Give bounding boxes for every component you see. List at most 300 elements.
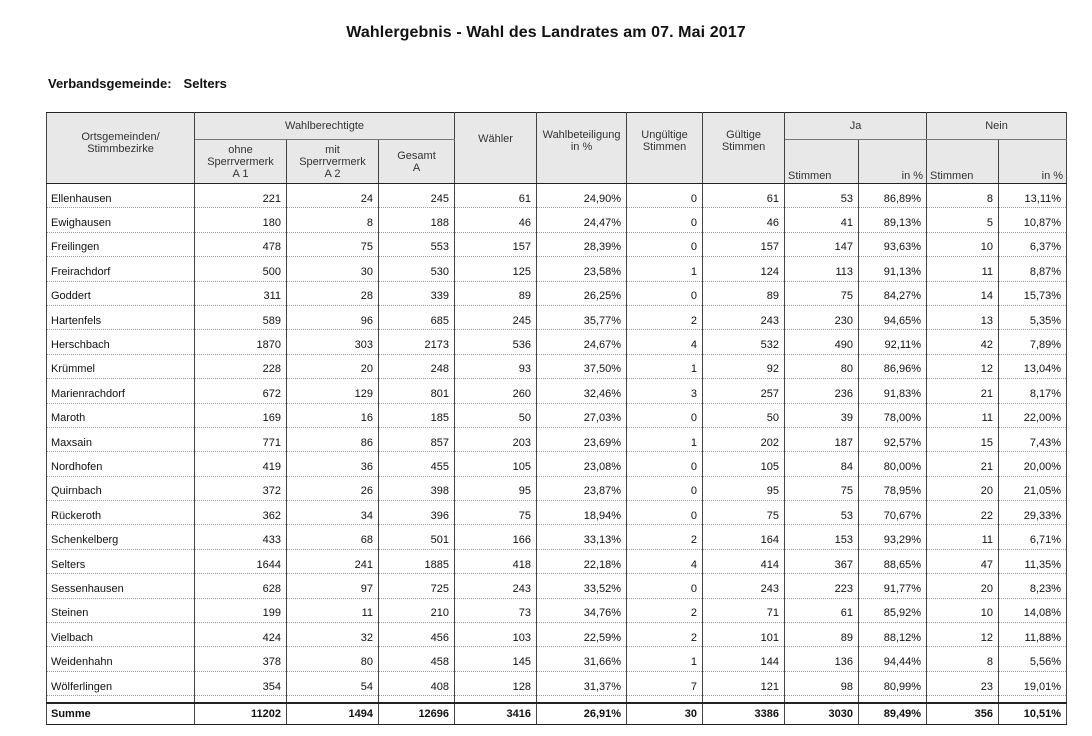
cell-value: 32,46% bbox=[583, 387, 622, 400]
cell-value: Ewighausen bbox=[51, 217, 111, 230]
cell-value: 456 bbox=[430, 631, 450, 644]
cell-value: 210 bbox=[430, 607, 450, 620]
cell-nein-prozent bbox=[999, 501, 1067, 525]
cell-waehler bbox=[455, 330, 537, 354]
cell-ja-stimmen bbox=[785, 354, 859, 378]
cell-value: 16 bbox=[360, 412, 373, 425]
cell-beteiligung bbox=[537, 452, 627, 476]
cell-waehler bbox=[455, 354, 537, 378]
cell-beteiligung bbox=[537, 379, 627, 403]
cell-value: 35,77% bbox=[583, 314, 622, 327]
cell-nein-prozent bbox=[999, 379, 1067, 403]
cell-value: 28 bbox=[360, 290, 373, 303]
cell-value: 121 bbox=[760, 680, 780, 693]
cell-nein-prozent bbox=[999, 232, 1067, 256]
sum-ja-prozent: 89,49% bbox=[859, 703, 927, 725]
cell-value: 101 bbox=[760, 631, 780, 644]
cell-gesamt bbox=[379, 379, 455, 403]
cell-waehler bbox=[455, 598, 537, 622]
cell-value: 94,44% bbox=[883, 656, 922, 669]
cell-waehler bbox=[455, 476, 537, 500]
cell-value: 20 bbox=[980, 485, 994, 498]
cell-value: 32 bbox=[360, 631, 373, 644]
cell-value: 1 bbox=[690, 436, 698, 449]
sum-waehler: 3416 bbox=[455, 703, 537, 725]
cell-gueltige bbox=[703, 427, 785, 451]
cell-value: Steinen bbox=[51, 607, 89, 620]
cell-nein-stimmen bbox=[927, 379, 999, 403]
cell-ohne bbox=[195, 281, 287, 305]
cell-value: 15 bbox=[980, 436, 994, 449]
cell-value: 628 bbox=[262, 582, 281, 595]
cell-value: 89 bbox=[518, 290, 532, 303]
cell-value: 169 bbox=[262, 412, 281, 425]
cell-mit bbox=[287, 379, 379, 403]
cell-gesamt bbox=[379, 476, 455, 500]
cell-value: 1 bbox=[690, 265, 698, 278]
cell-value: 28,39% bbox=[583, 241, 622, 254]
cell-nein-stimmen bbox=[927, 305, 999, 329]
table-row bbox=[47, 305, 1067, 329]
cell-value: 10,87% bbox=[1023, 217, 1062, 230]
cell-waehler bbox=[455, 403, 537, 427]
cell-ohne bbox=[195, 354, 287, 378]
cell-ungueltige bbox=[627, 427, 703, 451]
cell-value: 20,00% bbox=[1023, 460, 1062, 473]
cell-name bbox=[47, 549, 195, 573]
cell-ja-prozent bbox=[859, 379, 927, 403]
cell-ungueltige bbox=[627, 452, 703, 476]
cell-waehler bbox=[455, 452, 537, 476]
cell-value: 24,90% bbox=[583, 192, 622, 205]
cell-value: 145 bbox=[512, 656, 532, 669]
cell-ja-stimmen bbox=[785, 427, 859, 451]
cell-value: 105 bbox=[512, 460, 532, 473]
cell-value: 0 bbox=[690, 582, 698, 595]
cell-gueltige bbox=[703, 354, 785, 378]
cell-value: 418 bbox=[512, 558, 532, 571]
cell-ungueltige bbox=[627, 208, 703, 232]
cell-nein-stimmen bbox=[927, 647, 999, 671]
sum-ohne: 11202 bbox=[195, 703, 287, 725]
cell-value: 685 bbox=[430, 314, 450, 327]
cell-nein-prozent bbox=[999, 184, 1067, 208]
cell-gueltige bbox=[703, 305, 785, 329]
col-header-ortsgemeinden: Ortsgemeinden/ Stimmbezirke bbox=[47, 113, 195, 184]
cell-value: 21 bbox=[980, 387, 994, 400]
cell-nein-stimmen bbox=[927, 184, 999, 208]
cell-value: 75 bbox=[360, 241, 373, 254]
cell-value: 672 bbox=[262, 387, 281, 400]
cell-value: 199 bbox=[262, 607, 281, 620]
cell-nein-prozent bbox=[999, 476, 1067, 500]
cell-value: 187 bbox=[834, 436, 854, 449]
cell-value: 23,87% bbox=[583, 485, 622, 498]
cell-gesamt bbox=[379, 281, 455, 305]
cell-value: 46 bbox=[766, 217, 780, 230]
cell-gesamt bbox=[379, 184, 455, 208]
cell-gueltige bbox=[703, 452, 785, 476]
cell-value: 203 bbox=[512, 436, 532, 449]
page-title: Wahlergebnis - Wahl des Landrates am 07. Mai 2017 bbox=[346, 24, 746, 41]
cell-value: 105 bbox=[760, 460, 780, 473]
col-header-ohne-sperrvermerk: ohne Sperrvermerk A 1 bbox=[195, 140, 287, 184]
cell-value: 339 bbox=[430, 290, 450, 303]
cell-value: 89 bbox=[766, 290, 780, 303]
col-header-ja-prozent: in % bbox=[859, 140, 927, 184]
cell-ja-stimmen bbox=[785, 501, 859, 525]
cell-gesamt bbox=[379, 232, 455, 256]
cell-nein-prozent bbox=[999, 403, 1067, 427]
cell-value: 501 bbox=[430, 534, 450, 547]
cell-value: 8,87% bbox=[1029, 265, 1062, 278]
cell-ungueltige bbox=[627, 403, 703, 427]
cell-waehler bbox=[455, 208, 537, 232]
cell-value: 12 bbox=[980, 631, 994, 644]
cell-beteiligung bbox=[537, 330, 627, 354]
cell-value: 1885 bbox=[424, 558, 450, 571]
cell-value: 54 bbox=[360, 680, 373, 693]
cell-nein-stimmen bbox=[927, 501, 999, 525]
cell-waehler bbox=[455, 305, 537, 329]
cell-ja-stimmen bbox=[785, 549, 859, 573]
table-row bbox=[47, 525, 1067, 549]
cell-ungueltige bbox=[627, 525, 703, 549]
cell-value: 84,27% bbox=[883, 290, 922, 303]
cell-beteiligung bbox=[537, 623, 627, 647]
cell-waehler bbox=[455, 647, 537, 671]
col-header-mit-sperrvermerk: mit Sperrvermerk A 2 bbox=[287, 140, 379, 184]
cell-value: 136 bbox=[834, 656, 854, 669]
cell-ja-stimmen bbox=[785, 574, 859, 598]
cell-ohne bbox=[195, 501, 287, 525]
cell-value: 398 bbox=[430, 485, 450, 498]
cell-value: Krümmel bbox=[51, 363, 96, 376]
cell-value: 8 bbox=[986, 656, 994, 669]
cell-value: 188 bbox=[430, 217, 450, 230]
cell-nein-stimmen bbox=[927, 208, 999, 232]
col-header-ja: Ja bbox=[785, 113, 927, 140]
cell-nein-prozent bbox=[999, 257, 1067, 281]
cell-value: 50 bbox=[518, 412, 532, 425]
cell-value: 98 bbox=[840, 680, 854, 693]
cell-value: 8,17% bbox=[1029, 387, 1062, 400]
cell-value: 433 bbox=[262, 534, 281, 547]
verbandsgemeinde bbox=[48, 76, 227, 91]
cell-value: 532 bbox=[760, 339, 780, 352]
cell-mit bbox=[287, 354, 379, 378]
cell-value: 96 bbox=[360, 314, 373, 327]
cell-gueltige bbox=[703, 501, 785, 525]
cell-value: 80 bbox=[840, 363, 854, 376]
cell-ungueltige bbox=[627, 671, 703, 695]
table-row bbox=[47, 208, 1067, 232]
cell-value: 53 bbox=[840, 192, 854, 205]
cell-value: 378 bbox=[262, 656, 281, 669]
cell-ja-stimmen bbox=[785, 305, 859, 329]
cell-gueltige bbox=[703, 476, 785, 500]
cell-gesamt bbox=[379, 354, 455, 378]
cell-gesamt bbox=[379, 549, 455, 573]
cell-value: 93,29% bbox=[883, 534, 922, 547]
cell-value: 22 bbox=[980, 509, 994, 522]
cell-value: 80 bbox=[360, 656, 373, 669]
cell-value: Freirachdorf bbox=[51, 265, 111, 278]
table-row bbox=[47, 257, 1067, 281]
cell-value: 92 bbox=[766, 363, 780, 376]
cell-nein-prozent bbox=[999, 574, 1067, 598]
cell-mit bbox=[287, 208, 379, 232]
cell-value: 61 bbox=[518, 192, 532, 205]
cell-gesamt bbox=[379, 598, 455, 622]
cell-value: 75 bbox=[766, 509, 780, 522]
cell-name bbox=[47, 403, 195, 427]
sum-name: Summe bbox=[47, 703, 195, 725]
cell-ja-stimmen bbox=[785, 379, 859, 403]
cell-value: 4 bbox=[690, 339, 698, 352]
cell-ungueltige bbox=[627, 232, 703, 256]
cell-value: 91,83% bbox=[883, 387, 922, 400]
cell-gesamt bbox=[379, 330, 455, 354]
cell-name bbox=[47, 232, 195, 256]
cell-value: 0 bbox=[690, 192, 698, 205]
cell-nein-stimmen bbox=[927, 427, 999, 451]
cell-value: 0 bbox=[690, 412, 698, 425]
sum-gueltige: 3386 bbox=[703, 703, 785, 725]
cell-value: 23 bbox=[980, 680, 994, 693]
cell-name bbox=[47, 647, 195, 671]
cell-value: 92,57% bbox=[883, 436, 922, 449]
cell-value: 22,00% bbox=[1023, 412, 1062, 425]
cell-value: 8 bbox=[986, 192, 994, 205]
cell-ohne bbox=[195, 208, 287, 232]
cell-value: 771 bbox=[262, 436, 281, 449]
cell-value: 228 bbox=[262, 363, 281, 376]
cell-value: 536 bbox=[512, 339, 532, 352]
cell-value: 95 bbox=[518, 485, 532, 498]
cell-value: 260 bbox=[512, 387, 532, 400]
cell-ja-prozent bbox=[859, 208, 927, 232]
cell-gueltige bbox=[703, 525, 785, 549]
cell-value: 241 bbox=[354, 558, 373, 571]
cell-value: 4 bbox=[690, 558, 698, 571]
cell-beteiligung bbox=[537, 501, 627, 525]
cell-value: 248 bbox=[430, 363, 450, 376]
cell-value: Weidenhahn bbox=[51, 656, 113, 669]
cell-value: 243 bbox=[760, 314, 780, 327]
cell-gueltige bbox=[703, 208, 785, 232]
cell-ungueltige bbox=[627, 257, 703, 281]
cell-ohne bbox=[195, 647, 287, 671]
table-row bbox=[47, 354, 1067, 378]
col-header-nein-stimmen: Stimmen bbox=[927, 140, 999, 184]
cell-name bbox=[47, 281, 195, 305]
cell-gesamt bbox=[379, 671, 455, 695]
cell-ja-prozent bbox=[859, 598, 927, 622]
cell-value: 303 bbox=[354, 339, 373, 352]
col-header-wahlbeteiligung: Wahlbeteiligung in % bbox=[537, 113, 627, 184]
cell-name bbox=[47, 623, 195, 647]
cell-value: 47 bbox=[980, 558, 994, 571]
cell-ohne bbox=[195, 623, 287, 647]
cell-ja-prozent bbox=[859, 501, 927, 525]
cell-name bbox=[47, 379, 195, 403]
cell-ja-stimmen bbox=[785, 330, 859, 354]
cell-value: 97 bbox=[360, 582, 373, 595]
cell-value: 78,00% bbox=[883, 412, 922, 425]
cell-waehler bbox=[455, 623, 537, 647]
cell-value: 85,92% bbox=[883, 607, 922, 620]
cell-gesamt bbox=[379, 647, 455, 671]
cell-waehler bbox=[455, 525, 537, 549]
cell-waehler bbox=[455, 501, 537, 525]
cell-value: 20 bbox=[980, 582, 994, 595]
cell-nein-prozent bbox=[999, 525, 1067, 549]
cell-nein-stimmen bbox=[927, 574, 999, 598]
cell-value: 26,25% bbox=[583, 290, 622, 303]
col-header-gesamt: Gesamt A bbox=[379, 140, 455, 184]
table-row bbox=[47, 379, 1067, 403]
cell-nein-prozent bbox=[999, 647, 1067, 671]
cell-ja-stimmen bbox=[785, 598, 859, 622]
cell-value: 46 bbox=[518, 217, 532, 230]
cell-name bbox=[47, 574, 195, 598]
cell-nein-stimmen bbox=[927, 476, 999, 500]
cell-value: 7,89% bbox=[1029, 339, 1062, 352]
cell-nein-stimmen bbox=[927, 671, 999, 695]
cell-waehler bbox=[455, 549, 537, 573]
cell-value: 0 bbox=[690, 509, 698, 522]
cell-value: 530 bbox=[430, 265, 450, 278]
verbandsgemeinde-value: Selters bbox=[183, 76, 227, 91]
cell-value: 42 bbox=[980, 339, 994, 352]
table-row bbox=[47, 476, 1067, 500]
cell-mit bbox=[287, 574, 379, 598]
cell-value: 11 bbox=[981, 265, 994, 278]
cell-ohne bbox=[195, 476, 287, 500]
cell-mit bbox=[287, 403, 379, 427]
cell-value: 490 bbox=[834, 339, 854, 352]
cell-gueltige bbox=[703, 574, 785, 598]
cell-gueltige bbox=[703, 598, 785, 622]
cell-waehler bbox=[455, 257, 537, 281]
cell-value: 180 bbox=[262, 217, 281, 230]
cell-waehler bbox=[455, 232, 537, 256]
cell-value: 50 bbox=[766, 412, 780, 425]
cell-ungueltige bbox=[627, 549, 703, 573]
cell-name bbox=[47, 598, 195, 622]
cell-beteiligung bbox=[537, 476, 627, 500]
cell-value: 92,11% bbox=[884, 339, 922, 352]
cell-ja-prozent bbox=[859, 281, 927, 305]
cell-ja-stimmen bbox=[785, 647, 859, 671]
cell-nein-stimmen bbox=[927, 354, 999, 378]
cell-ohne bbox=[195, 549, 287, 573]
cell-mit bbox=[287, 257, 379, 281]
cell-name bbox=[47, 208, 195, 232]
cell-value: 11,88% bbox=[1024, 631, 1062, 644]
cell-value: 367 bbox=[834, 558, 854, 571]
cell-value: Marienrachdorf bbox=[51, 387, 125, 400]
cell-value: 37,50% bbox=[583, 363, 622, 376]
cell-ja-stimmen bbox=[785, 208, 859, 232]
cell-value: Hartenfels bbox=[51, 314, 102, 327]
cell-value: 144 bbox=[760, 656, 780, 669]
cell-gueltige bbox=[703, 671, 785, 695]
cell-nein-stimmen bbox=[927, 525, 999, 549]
cell-ja-prozent bbox=[859, 647, 927, 671]
cell-value: 53 bbox=[840, 509, 854, 522]
cell-value: 34,76% bbox=[583, 607, 622, 620]
cell-value: 88,65% bbox=[883, 558, 922, 571]
cell-value: 103 bbox=[512, 631, 532, 644]
cell-value: 221 bbox=[262, 192, 281, 205]
cell-name bbox=[47, 184, 195, 208]
cell-value: 166 bbox=[512, 534, 532, 547]
cell-value: 41 bbox=[840, 217, 854, 230]
cell-value: 6,37% bbox=[1029, 241, 1062, 254]
cell-ungueltige bbox=[627, 598, 703, 622]
cell-value: 1870 bbox=[256, 339, 281, 352]
cell-ohne bbox=[195, 671, 287, 695]
cell-value: 26 bbox=[360, 485, 373, 498]
cell-ohne bbox=[195, 452, 287, 476]
cell-value: 10 bbox=[980, 607, 994, 620]
cell-value: Nordhofen bbox=[51, 460, 103, 473]
cell-ungueltige bbox=[627, 501, 703, 525]
cell-value: 223 bbox=[834, 582, 854, 595]
cell-mit bbox=[287, 330, 379, 354]
table-row bbox=[47, 232, 1067, 256]
cell-value: 89 bbox=[840, 631, 854, 644]
cell-value: 424 bbox=[262, 631, 281, 644]
cell-value: 725 bbox=[430, 582, 450, 595]
cell-value: 86 bbox=[360, 436, 373, 449]
cell-value: 93,63% bbox=[883, 241, 922, 254]
cell-waehler bbox=[455, 574, 537, 598]
cell-mit bbox=[287, 525, 379, 549]
cell-ungueltige bbox=[627, 281, 703, 305]
cell-value: 125 bbox=[512, 265, 532, 278]
cell-ungueltige bbox=[627, 574, 703, 598]
cell-ungueltige bbox=[627, 623, 703, 647]
cell-gesamt bbox=[379, 525, 455, 549]
cell-value: 19,01% bbox=[1023, 680, 1062, 693]
cell-value: 5,56% bbox=[1029, 656, 1062, 669]
cell-beteiligung bbox=[537, 232, 627, 256]
table-row bbox=[47, 184, 1067, 208]
cell-value: 113 bbox=[835, 265, 854, 278]
cell-value: 1 bbox=[690, 363, 698, 376]
cell-mit bbox=[287, 232, 379, 256]
cell-ja-prozent bbox=[859, 671, 927, 695]
cell-beteiligung bbox=[537, 598, 627, 622]
table-row bbox=[47, 281, 1067, 305]
cell-ja-stimmen bbox=[785, 281, 859, 305]
table-row bbox=[47, 403, 1067, 427]
cell-value: 147 bbox=[834, 241, 854, 254]
cell-ohne bbox=[195, 305, 287, 329]
cell-value: 80,99% bbox=[883, 680, 922, 693]
cell-waehler bbox=[455, 184, 537, 208]
cell-name bbox=[47, 427, 195, 451]
cell-name bbox=[47, 452, 195, 476]
cell-value: 11 bbox=[361, 607, 373, 620]
cell-beteiligung bbox=[537, 281, 627, 305]
cell-value: 2 bbox=[690, 631, 698, 644]
cell-ja-prozent bbox=[859, 427, 927, 451]
cell-ja-stimmen bbox=[785, 184, 859, 208]
